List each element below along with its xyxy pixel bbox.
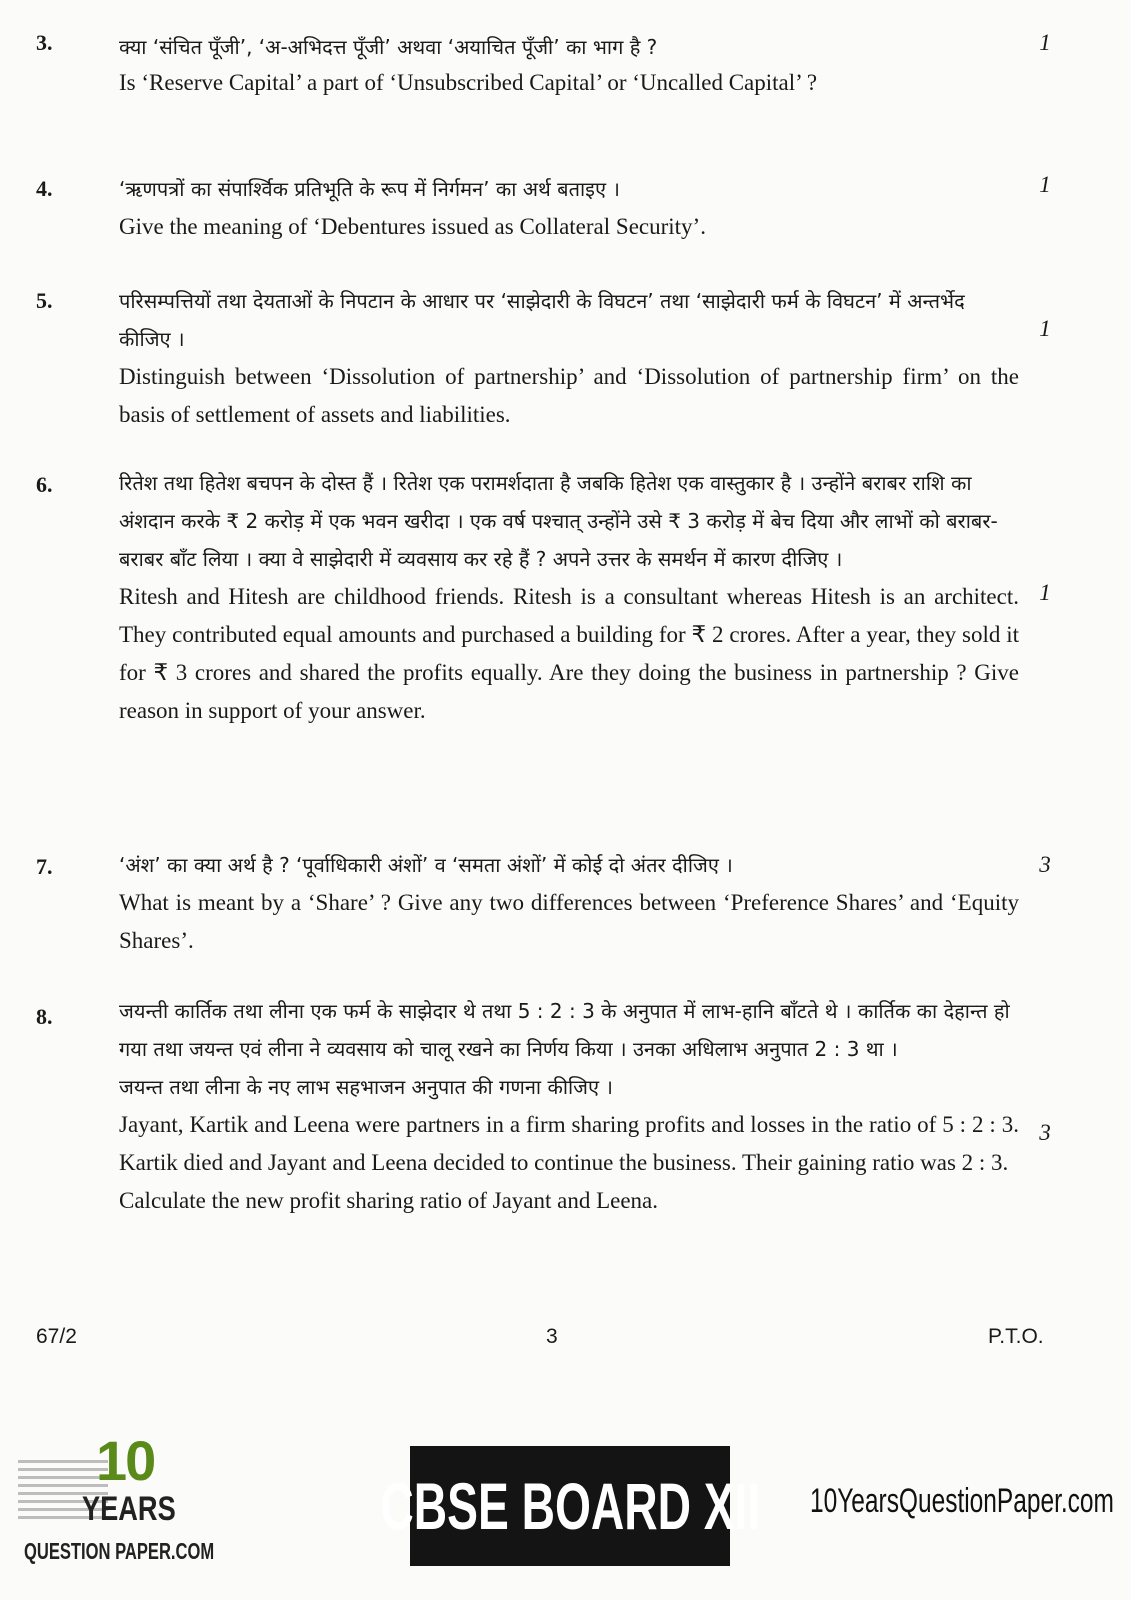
question-number: 6. [36, 472, 53, 497]
pto-label: P.T.O. [988, 1325, 1044, 1348]
hindi-text: क्या ‘संचित पूँजी’, ‘अ-अभिदत्त पूँजी’ अथवा ‘अयाचित पूँजी’ का भाग है ? [119, 35, 658, 59]
board-title-box [380, 1446, 760, 1566]
question-number: 7. [36, 854, 53, 879]
logo-subtitle: QUESTION PAPER.COM [24, 1538, 215, 1564]
hindi-text: परिसम्पत्तियों तथा देयताओं के निपटान के आधार पर ‘साझेदारी के विघटन’ तथा ‘साझेदारी फर्म के विघटन’ में अन्तर्भेद कीजिए । [119, 289, 965, 351]
question-number: 3. [36, 30, 53, 55]
marks: 1 [1039, 580, 1051, 605]
question-number: 5. [36, 288, 53, 313]
hindi-text: जयन्ती कार्तिक तथा लीना एक फर्म के साझेदार थे तथा 5 : 2 : 3 के अनुपात में लाभ-हानि बाँटते थे । कार्तिक का देहान्त हो गया तथा जयन्त एवं लीना ने व्यवसाय को चालू रखने का निर्णय किया । उनका अधिलाभ अनुपात 2 : 3 था । [119, 999, 1010, 1061]
marks: 3 [1039, 1120, 1051, 1145]
english-text: Calculate the new profit sharing ratio of Jayant and Leena. [119, 1188, 659, 1213]
question-text [119, 28, 1019, 100]
marks: 1 [1039, 172, 1051, 197]
english-text: What is meant by a ‘Share’ ? Give any two differences between ‘Preference Shares’ and ‘Equity Shares’. [119, 890, 1019, 953]
site-url: 10YearsQuestionPaper.com [810, 1482, 1114, 1520]
question-text [119, 992, 1019, 1220]
logo-years: YEARS [82, 1490, 176, 1528]
marks: 1 [1039, 30, 1051, 55]
footer-banner [0, 1420, 1131, 1600]
question-text [119, 282, 1019, 434]
english-text: Is ‘Reserve Capital’ a part of ‘Unsubscribed Capital’ or ‘Uncalled Capital’ ? [119, 70, 818, 95]
hindi-text: रितेश तथा हितेश बचपन के दोस्त हैं । रितेश एक परामर्शदाता है जबकि हितेश एक वास्तुकार है । उन्होंने बराबर राशि का अंशदान करके ₹ 2 करोड़ में एक भवन खरीदा । एक वर्ष पश्चात् उन्होंने उसे ₹ 3 करोड़ में बेच दिया और लाभों को बराबर-बराबर बाँट लिया । क्या वे साझेदारी में व्यवसाय कर रहे हैं ? अपने उत्तर के समर्थन में कारण दीजिए । [119, 471, 998, 571]
question-number: 8. [36, 1004, 53, 1029]
english-text: Give the meaning of ‘Debentures issued as Collateral Security’. [119, 214, 706, 239]
logo-number: 10 [96, 1429, 155, 1492]
marks: 1 [1039, 316, 1051, 341]
question-text [119, 846, 1019, 960]
hindi-text: ‘अंश’ का क्या अर्थ है ? ‘पूर्वाधिकारी अंशों’ व ‘समता अंशों’ में कोई दो अंतर दीजिए । [119, 853, 733, 877]
board-title: CBSE BOARD XII [380, 1469, 760, 1543]
question-text [119, 464, 1019, 730]
paper-code: 67/2 [36, 1325, 77, 1348]
hindi-text: ‘ऋणपत्रों का संपार्श्विक प्रतिभूति के रूप में निर्गमन’ का अर्थ बताइए । [119, 177, 620, 201]
english-text: Jayant, Kartik and Leena were partners in a firm sharing profits and losses in the ratio of 5 : 2 : 3. Kartik died and Jayant and Leena decided to continue the business. Their gaining ratio was 2 : 3. [119, 1112, 1019, 1175]
site-logo [18, 1429, 215, 1590]
question-number: 4. [36, 176, 53, 201]
english-text: Ritesh and Hitesh are childhood friends. Ritesh is a consultant whereas Hitesh is an architect. They contributed equal amounts and purchased a building for ₹ 2 crores. After a year, they sold it for ₹ 3 crores and shared the profits equally. Are they doing the business in partnership ? Give reason in support of your answer. [119, 584, 1019, 723]
page-footer [0, 1325, 1131, 1365]
page-number: 3 [546, 1325, 558, 1348]
marks: 3 [1039, 852, 1051, 877]
question-text [119, 170, 1019, 246]
hindi-text: जयन्त तथा लीना के नए लाभ सहभाजन अनुपात की गणना कीजिए । [119, 1075, 614, 1099]
english-text: Distinguish between ‘Dissolution of partnership’ and ‘Dissolution of partnership firm’ on the basis of settlement of assets and liabilities. [119, 364, 1019, 427]
